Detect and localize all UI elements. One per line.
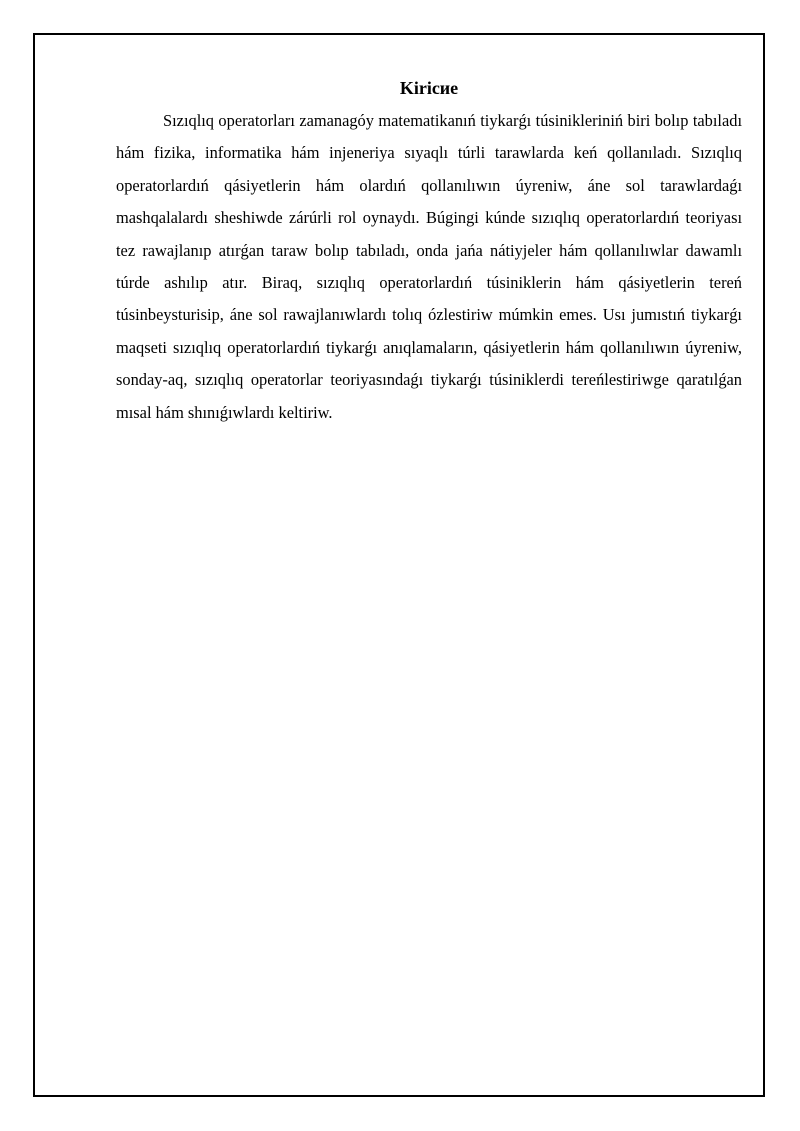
document-body xyxy=(116,74,742,429)
intro-paragraph: Sızıqlıq operatorları zamanagóy matematikanıń tiykarǵı túsinikleriniń biri bolıp tabıladı hám fizika, informatika hám injeneriya sıyaqlı túrli tarawlarda keń qollanıladı. Sızıqlıq operatorlardıń qásiyetlerin hám olardıń qollanılıwın úyreniw, áne sol tarawlardaǵı mashqalalardı sheshiwde zárúrli rol oynaydı. Búgingi kúnde sızıqlıq operatorlardıń teoriyası tez rawajlanıp atırǵan taraw bolıp tabıladı, onda jańa nátiyjeler hám qollanılıwlar dawamlı túrde ashılıp atır. Biraq, sızıqlıq operatorlardıń túsiniklerin hám qásiyetlerin tereń túsinbeysturisip, áne sol rawajlanıwlardı tolıq ózlestiriw múmkin emes. Usı jumıstıń tiykarǵı maqseti sızıqlıq operatorlardıń tiykarǵı anıqlamaların, qásiyetlerin hám qollanılıwın úyreniw, sonday-aq, sızıqlıq operatorlar teoriyasındaǵı tiykarǵı túsiniklerdi tereńlestiriwge qaratılǵan mısal hám shınıǵıwlardı keltiriw. xyxy=(116,111,742,422)
section-title: Kiriсиe xyxy=(399,78,459,98)
